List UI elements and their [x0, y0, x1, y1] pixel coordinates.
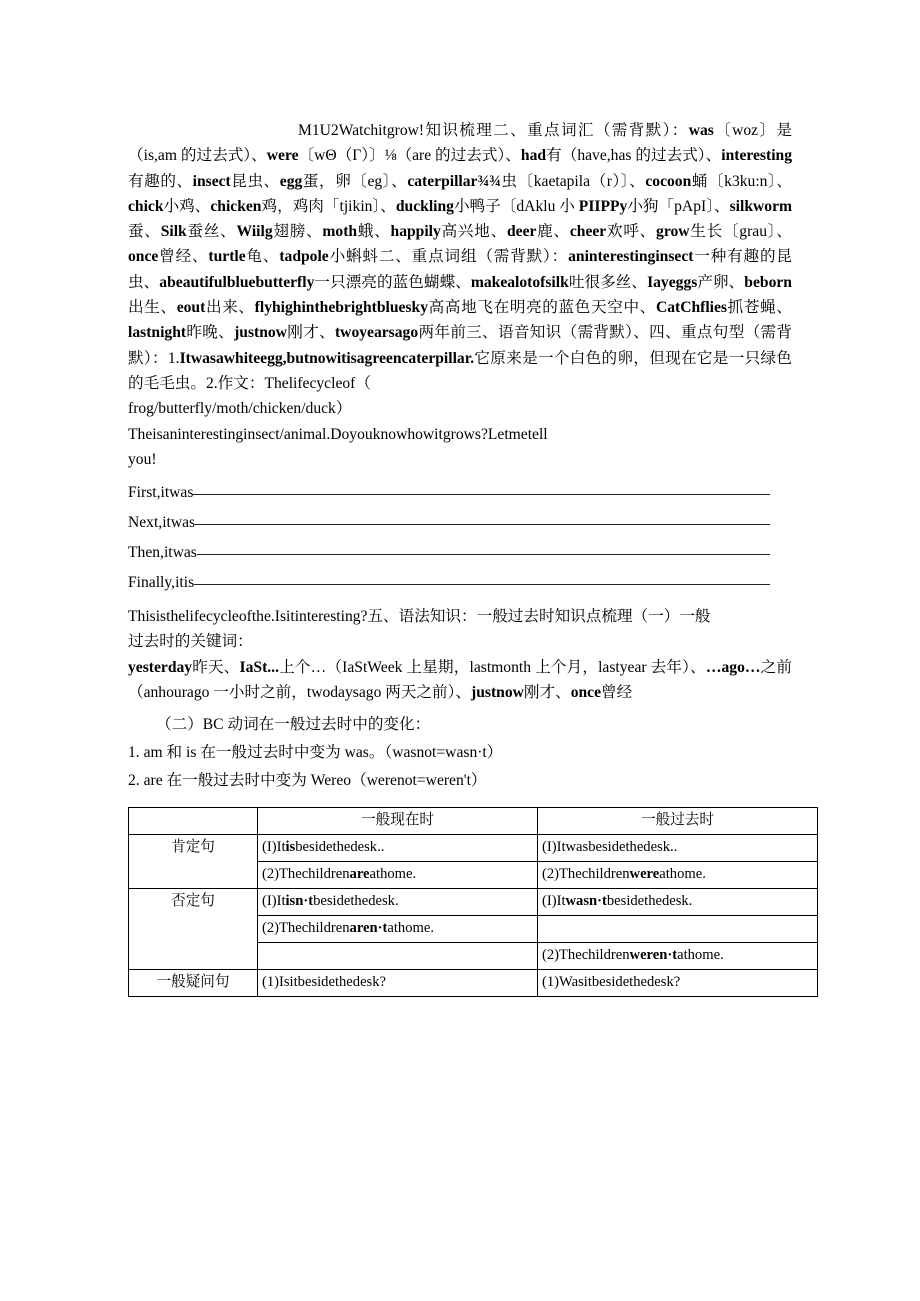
vocab-run-46: aninterestinginsect — [568, 248, 694, 266]
vocab-run-4: had — [520, 147, 547, 165]
blank-write-line-3[interactable] — [197, 554, 770, 555]
cell-present-run-2: besidethedesk. — [313, 893, 399, 910]
cell-past-run-2: besidethedesk. — [606, 893, 693, 910]
cell-past-run-2: athome. — [659, 866, 706, 883]
cell-past-run-0: (2)Thechildren — [542, 947, 630, 964]
vocab-run-49: 一只漂亮的蓝色蝴蝶、 — [314, 273, 471, 291]
vocab-run-37: 欢呼、 — [606, 223, 657, 241]
vocab-run-2: were — [266, 147, 299, 165]
table-cell-present — [258, 889, 538, 916]
keyword-run-5: 之前（anhourago 一小时之前，twodaysago 两天之前）、 — [128, 658, 792, 702]
vocab-run-29: 翅膀、 — [272, 223, 323, 241]
blank-write-line-1[interactable] — [193, 494, 770, 495]
cell-present-run-1: aren·t — [349, 920, 388, 937]
vocab-run-7: 有趣的、 — [128, 172, 193, 190]
vocab-run-32: happily — [390, 223, 441, 241]
vocab-run-47: 一种有趣的昆虫、 — [128, 248, 792, 291]
blank-lines-group — [128, 478, 792, 598]
vocab-run-34: deer — [506, 223, 537, 241]
table-row — [129, 970, 818, 997]
keyword-run-6: justnow — [471, 684, 524, 702]
cell-past-run-1: were — [629, 866, 660, 883]
keyword-run-2: IaSt... — [239, 658, 279, 676]
vocab-run-62: lastnight — [128, 324, 187, 342]
vocab-run-16: chick — [128, 197, 164, 215]
vocab-run-59: 高高地飞在明亮的蓝色天空中、 — [428, 299, 656, 317]
vocab-run-14: cocoon — [645, 172, 692, 190]
blank-write-line-4[interactable] — [194, 584, 770, 585]
grammar-section-2-title: （二）BC 动词在一般过去时中的变化： — [156, 716, 431, 734]
vocab-run-66: twoyearsago — [334, 324, 419, 342]
table-header-row — [129, 808, 818, 835]
grammar-intro-line-2: 过去时的关键词： — [128, 633, 253, 651]
table-cell-past — [538, 970, 818, 997]
vocab-run-19: 鸡，鸡肉「tjikin〕、 — [261, 197, 396, 215]
table-header-cell-1: 一般现在时 — [258, 808, 538, 835]
vocab-run-64: justnow — [234, 324, 287, 342]
blank-label-1: First,itwas — [128, 484, 194, 502]
table-cell-present — [258, 970, 538, 997]
vocab-run-10: egg — [279, 172, 303, 190]
vocab-run-8: insect — [192, 172, 231, 190]
vocab-run-68: Itwasawhiteegg,butnowitisagreencaterpillar. — [179, 349, 475, 367]
vocab-run-54: beborn — [744, 273, 792, 291]
table-row — [129, 889, 818, 916]
table-header-cell-2: 一般过去时 — [538, 808, 818, 835]
paragraph-lead-title: M1U2Watchitgrow!知识梳理二、重点词汇（需背默）： — [298, 122, 689, 139]
vocab-run-45: 小蝌蚪二、重点词组（需背默）： — [328, 248, 569, 266]
keyword-run-3: 上个…（IaStWeek 上星期，lastmonth 上个月，lastyear 去年）、 — [278, 658, 706, 676]
keyword-run-1: 昨天、 — [192, 658, 240, 676]
grammar-intro-line-1: Thisisthelifecycleofthe.Isitinteresting?五、语法知识：一般过去时知识点梳理（一）一般 — [128, 608, 711, 626]
vocab-run-31: 蛾、 — [357, 223, 391, 241]
cell-past-run-0: (1)Wasitbesidethedesk? — [542, 974, 681, 991]
vocab-run-65: 刚才、 — [286, 324, 335, 342]
cell-past-run-0: (I)Itwasbesidethedesk.. — [542, 839, 678, 856]
table-cell-present — [258, 835, 538, 862]
table-row-kind-1: 否定句 — [129, 889, 258, 970]
vocab-run-67: 两年前三、语音知识（需背默）、四、重点句型（需背默）：1. — [128, 324, 792, 367]
vocab-run-38: grow — [656, 223, 690, 241]
vocab-run-1: 〔woz〕是（is,am 的过去式）、 — [128, 122, 792, 165]
vocab-run-53: 产卵、 — [697, 273, 745, 291]
keyword-run-0: yesterday — [128, 658, 193, 676]
cell-past-run-0: (I)It — [542, 893, 566, 910]
blank-label-4: Finally,itis — [128, 574, 195, 592]
grammar-rule-1: 1. am 和 is 在一般过去时中变为 was。（wasnot=wasn·t） — [128, 744, 503, 762]
table-row-kind-2: 一般疑问句 — [129, 970, 258, 997]
vocab-run-26: Silk — [160, 223, 187, 241]
vocab-run-39: 生长〔grau〕、 — [689, 223, 792, 241]
vocab-run-24: silkworm — [729, 197, 792, 215]
table-cell-present — [258, 943, 538, 970]
vocab-run-63: 昨晚、 — [186, 324, 235, 342]
vocab-run-48: abeautifulbluebutterfly — [159, 273, 315, 291]
vocab-run-17: 小鸡、 — [163, 197, 211, 215]
table-cell-present — [258, 862, 538, 889]
vocab-run-44: tadpole — [279, 248, 329, 266]
table-row — [129, 835, 818, 862]
blank-row-4 — [128, 568, 792, 598]
vocab-run-20: duckling — [395, 197, 454, 215]
blank-label-3: Then,itwas — [128, 544, 197, 562]
vocab-run-56: eout — [176, 299, 206, 317]
cell-past-run-0: (2)Thechildren — [542, 866, 630, 883]
grammar-rule-2: 2. are 在一般过去时中变为 Wereo（werenot=weren't） — [128, 772, 487, 790]
table-cell-past — [538, 943, 818, 970]
vocab-run-60: CatChflies — [655, 299, 728, 317]
vocab-run-55: 出生、 — [128, 299, 177, 317]
vocab-run-12: caterpillar¾¾ — [407, 172, 501, 190]
vocab-run-6: interesting — [721, 147, 792, 165]
vocabulary-paragraph — [128, 118, 792, 396]
vocab-run-41: 曾经、 — [158, 248, 209, 266]
table-header-cell-0 — [129, 808, 258, 835]
blank-row-2 — [128, 508, 792, 538]
cell-present-run-0: (I)It — [262, 893, 286, 910]
cell-present-run-1: is — [285, 839, 296, 856]
vocab-run-50: makealotofsilk — [470, 273, 569, 291]
vocab-run-21: 小鸭子〔dAklu 小 — [453, 197, 579, 215]
cell-past-run-1: weren·t — [629, 947, 678, 964]
table-cell-past — [538, 916, 818, 943]
vocab-run-51: 吐很多丝、 — [568, 273, 648, 291]
composition-intro-line: Theisaninterestinginsect/animal.Doyouknowhowitgrows?Letmetell — [128, 425, 548, 443]
table-cell-past — [538, 835, 818, 862]
vocab-run-3: 〔wΘ（Γ）〕⅛（are 的过去式）、 — [298, 147, 521, 165]
cell-present-run-0: (1)Isitbesidethedesk? — [262, 974, 387, 991]
vocab-run-0: was — [688, 122, 714, 139]
cell-present-run-1: are — [349, 866, 370, 883]
vocab-run-36: cheer — [569, 223, 607, 241]
cell-present-run-1: isn·t — [285, 893, 314, 910]
vocab-run-43: 龟、 — [245, 248, 280, 266]
vocab-run-18: chicken — [210, 197, 262, 215]
blank-row-3 — [128, 538, 792, 568]
vocab-run-35: 鹿、 — [536, 223, 570, 241]
vocab-run-33: 高兴地、 — [440, 223, 507, 241]
vocab-run-69: 它原来是一个白色的卵，但现在它是一只绿色的毛毛虫。2.作文：Thelifecycleof（ — [128, 349, 792, 392]
keyword-run-7: 刚才、 — [523, 684, 571, 702]
table-cell-present — [258, 916, 538, 943]
cell-present-run-0: (2)Thechildren — [262, 920, 350, 937]
blank-label-2: Next,itwas — [128, 514, 196, 532]
vocab-run-15: 蛹〔k3ku:n〕、 — [691, 172, 792, 190]
cell-past-run-1: wasn·t — [565, 893, 607, 910]
vocab-run-30: moth — [322, 223, 358, 241]
keyword-run-9: 曾经 — [601, 684, 633, 702]
cell-present-run-0: (2)Thechildren — [262, 866, 350, 883]
table-cell-past — [538, 862, 818, 889]
vocab-run-11: 蛋，卵〔eg〕、 — [302, 172, 408, 190]
keyword-run-8: once — [570, 684, 601, 702]
vocab-run-52: Iayeggs — [647, 273, 698, 291]
vocab-run-23: 小狗「pApI〕、 — [627, 197, 730, 215]
blank-row-1 — [128, 478, 792, 508]
vocab-run-9: 昆虫、 — [230, 172, 280, 190]
vocab-run-5: 有（have,has 的过去式）、 — [546, 147, 722, 165]
keyword-run-4: …ago… — [705, 658, 761, 676]
vocab-run-22: PIIPPy — [578, 197, 628, 215]
cell-past-run-2: athome. — [677, 947, 724, 964]
composition-you-line: you! — [128, 450, 157, 468]
vocab-run-13: 虫〔kaetapila（r）〕、 — [500, 172, 646, 190]
table-cell-past — [538, 889, 818, 916]
vocab-run-57: 出来、 — [205, 299, 255, 317]
vocab-run-58: flyhighinthebrightbluesky — [254, 299, 428, 317]
vocab-run-42: turtle — [208, 248, 246, 266]
grammar-keywords-paragraph — [128, 655, 792, 706]
table-row-kind-0: 肯定句 — [129, 835, 258, 889]
cell-present-run-2: athome. — [387, 920, 434, 937]
vocab-run-27: 蚕丝、 — [186, 223, 237, 241]
cell-present-run-2: athome. — [369, 866, 417, 883]
cell-present-run-2: besidethedesk.. — [295, 839, 385, 856]
tense-comparison-table — [128, 807, 818, 997]
vocab-run-40: once — [128, 248, 159, 266]
vocab-run-25: 蚕、 — [128, 223, 161, 241]
blank-write-line-2[interactable] — [195, 524, 770, 525]
vocab-run-61: 抓苍蝇、 — [727, 299, 792, 317]
cell-present-run-0: (I)It — [262, 839, 286, 856]
composition-species-line: frog/butterfly/moth/chicken/duck） — [128, 400, 352, 418]
vocab-run-28: Wiilg — [236, 223, 273, 241]
document-content — [128, 118, 792, 997]
